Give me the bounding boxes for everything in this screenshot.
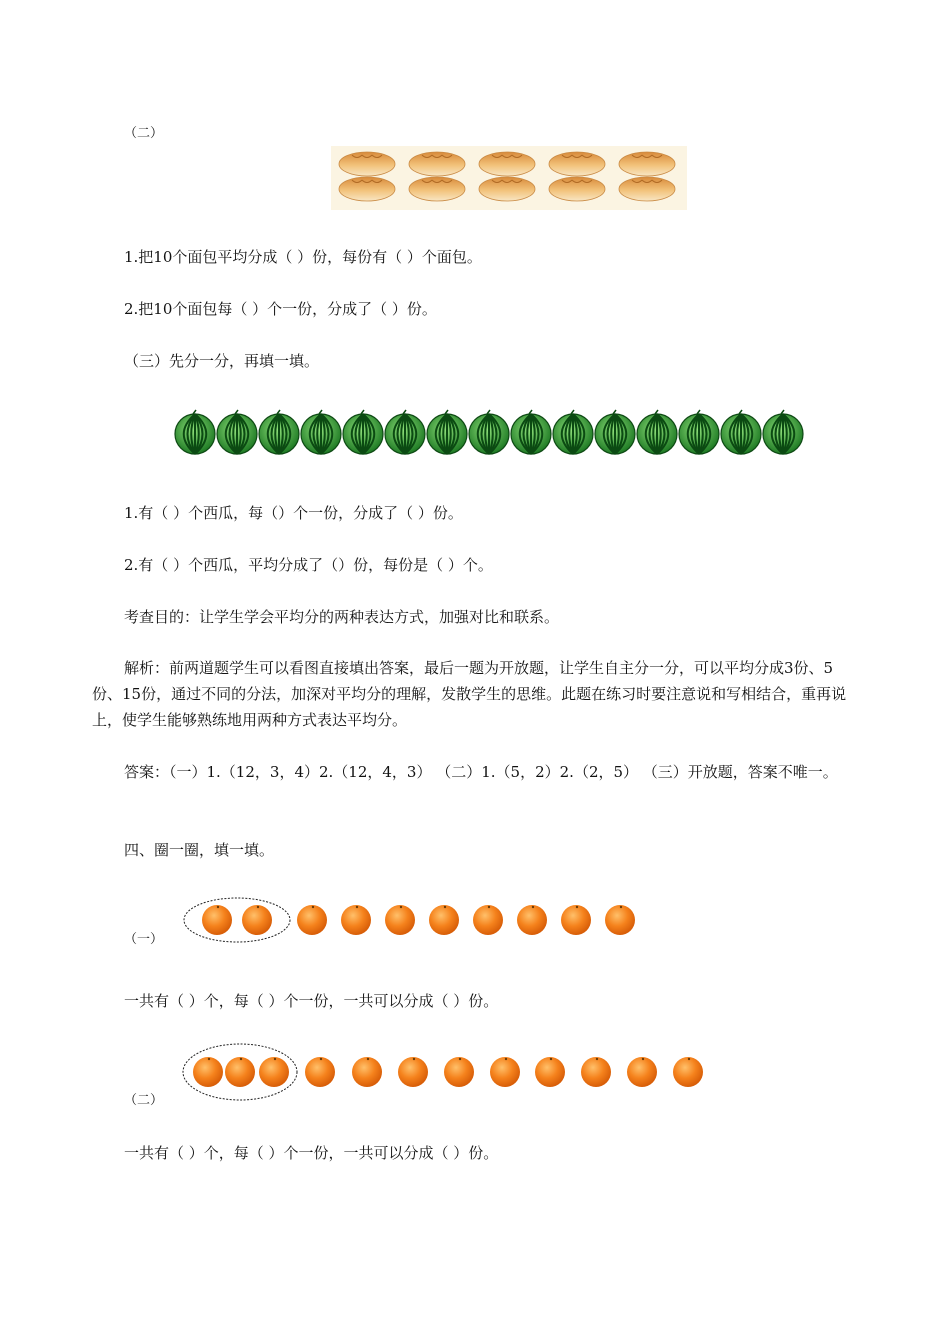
- watermelon-icon: [637, 410, 677, 454]
- bread-icon: [339, 177, 395, 201]
- section3-title: （三）先分一分，再填一填。: [124, 352, 320, 370]
- oranges-group-1: [180, 894, 650, 946]
- orange-icon: [202, 905, 232, 935]
- orange-icon: [259, 1057, 289, 1087]
- watermelon-icon: [679, 410, 719, 454]
- bread-icon: [619, 152, 675, 176]
- part4-sub1-label: （一）: [124, 932, 164, 947]
- circle-group-ellipse: [184, 898, 290, 942]
- section3-question-1: 1.有（ ）个西瓜，每（）个一份，分成了（ ）份。: [124, 504, 463, 522]
- part4-sub2-label: （二）: [124, 1093, 164, 1108]
- part4-sub2-question: 一共有（ ）个，每（ ）个一份，一共可以分成（ ）份。: [124, 1144, 499, 1162]
- watermelon-image: [174, 408, 810, 458]
- oranges-group-2: [180, 1040, 720, 1106]
- purpose-text: 考查目的：让学生学会平均分的两种表达方式，加强对比和联系。: [124, 608, 560, 626]
- orange-icon: [242, 905, 272, 935]
- watermelon-icon: [469, 410, 509, 454]
- watermelon-icon: [721, 410, 761, 454]
- watermelon-icon: [385, 410, 425, 454]
- bread-icon: [549, 177, 605, 201]
- section2-question-1: 1.把10个面包平均分成（ ）份，每份有（ ）个面包。: [124, 248, 482, 266]
- watermelon-icon: [175, 410, 215, 454]
- section2-question-2: 2.把10个面包每（ ）个一份，分成了（ ）份。: [124, 300, 437, 318]
- orange-icon: [581, 1057, 611, 1087]
- analysis-text: 解析：前两道题学生可以看图直接填出答案，最后一题为开放题，让学生自主分一分，可以平均分成3份、5份、15份，通过不同的分法，加深对平均分的理解，发散学生的思维。此题在练习时要注意说和写相结合，重再说上，使学生能够熟练地用两种方式表达平均分。: [92, 659, 847, 729]
- watermelon-icon: [763, 410, 803, 454]
- watermelon-icon: [301, 410, 341, 454]
- orange-icon: [193, 1057, 223, 1087]
- orange-icon: [627, 1057, 657, 1087]
- watermelon-icon: [259, 410, 299, 454]
- answer-text: 答案：（一）1.（12，3，4）2.（12，4，3） （二）1.（5，2）2.（2，5） （三）开放题，答案不唯一。: [124, 763, 838, 781]
- orange-icon: [398, 1057, 428, 1087]
- part4-title: 四、圈一圈，填一填。: [124, 841, 275, 859]
- bread-icon: [479, 152, 535, 176]
- bread-icon: [339, 152, 395, 176]
- orange-icon: [561, 905, 591, 935]
- orange-icon: [490, 1057, 520, 1087]
- orange-icon: [385, 905, 415, 935]
- orange-icon: [673, 1057, 703, 1087]
- bread-icon: [549, 152, 605, 176]
- orange-icon: [517, 905, 547, 935]
- orange-icon: [297, 905, 327, 935]
- watermelon-icon: [427, 410, 467, 454]
- orange-icon: [305, 1057, 335, 1087]
- bread-icon: [409, 152, 465, 176]
- orange-icon: [341, 905, 371, 935]
- watermelon-icon: [217, 410, 257, 454]
- orange-icon: [225, 1057, 255, 1087]
- section3-question-2: 2.有（ ）个西瓜，平均分成了（）份，每份是（ ）个。: [124, 556, 493, 574]
- orange-icon: [535, 1057, 565, 1087]
- bread-icon: [479, 177, 535, 201]
- orange-icon: [605, 905, 635, 935]
- bread-icon: [619, 177, 675, 201]
- watermelon-icon: [553, 410, 593, 454]
- watermelon-icon: [511, 410, 551, 454]
- bread-image: [331, 146, 687, 210]
- part4-sub1-question: 一共有（ ）个，每（ ）个一份，一共可以分成（ ）份。: [124, 992, 499, 1010]
- watermelon-icon: [343, 410, 383, 454]
- orange-icon: [352, 1057, 382, 1087]
- bread-icon: [409, 177, 465, 201]
- orange-icon: [473, 905, 503, 935]
- orange-icon: [429, 905, 459, 935]
- orange-icon: [444, 1057, 474, 1087]
- watermelon-icon: [595, 410, 635, 454]
- section2-label: （二）: [124, 126, 164, 141]
